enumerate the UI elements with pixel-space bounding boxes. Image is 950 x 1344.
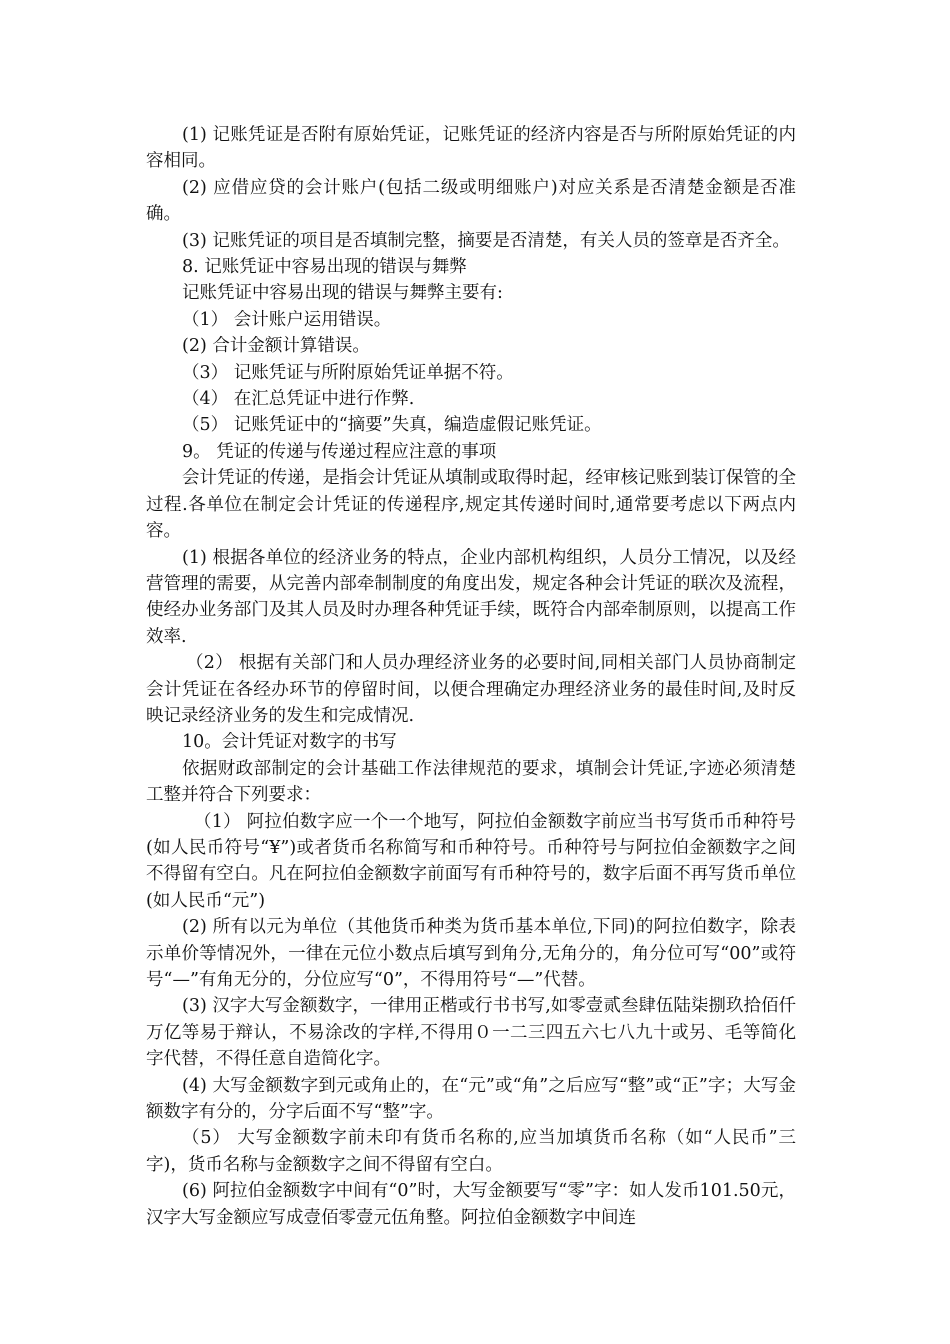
paragraph-writing-intro: 依据财政部制定的会计基础工作法律规范的要求，填制会计凭证,字迹必须清楚工整并符合下列要求： — [146, 758, 796, 806]
paragraph-check-item-3: (3) 记账凭证的项目是否填制完整，摘要是否清楚，有关人员的签章是否齐全。 — [182, 230, 790, 251]
section-heading-9: 9。 凭证的传递与传递过程应注意的事项 — [182, 441, 497, 462]
list-item-error-4: （4） 在汇总凭证中进行作弊. — [182, 389, 415, 410]
section-heading-10: 10。会计凭证对数字的书写 — [182, 732, 397, 753]
paragraph-errors-intro: 记账凭证中容易出现的错误与舞弊主要有: — [182, 283, 503, 304]
paragraph-writing-item-4: (4) 大写金额数字到元或角止的，在“元”或“角”之后应写“整”或“正”字；大写金额数字有分的，分字后面不写“整”字。 — [146, 1075, 796, 1123]
paragraph-check-item-1: (1) 记账凭证是否附有原始凭证，记账凭证的经济内容是否与所附原始凭证的内容相同。 — [146, 125, 796, 172]
list-item-error-5: （5） 记账凭证中的“摘要”失真，编造虚假记账凭证。 — [182, 415, 602, 436]
paragraph-transfer-item-2: （2） 根据有关部门和人员办理经济业务的必要时间,同相关部门人员协商制定会计凭证在各经办环节的停留时间，以便合理确定办理经济业务的最佳时间,及时反映记录经济业务的发生和完成情况. — [146, 653, 796, 726]
paragraph-writing-item-2: (2) 所有以元为单位（其他货币种类为货币基本单位,下同)的阿拉伯数字，除表示单价等情况外，一律在元位小数点后填写到角分,无角分的，角分位可写“00”或符号“—”有角无分的，分位应写“0”，不得用符号“—”代替。 — [146, 917, 796, 990]
paragraph-writing-item-3: (3) 汉字大写金额数字，一律用正楷或行书书写,如零壹贰叁肆伍陆柒捌玖拾佰仟万亿等易于辩认，不易涂改的字样,不得用０一二三四五六七八九十或另、毛等简化字代替，不得任意自造简化字。 — [146, 996, 796, 1070]
document-body — [146, 122, 796, 1231]
paragraph-writing-item-1: （1） 阿拉伯数字应一个一个地写，阿拉伯金额数字前应当书写货币币种符号(如人民币符号“¥”)或者货币名称简写和币种符号。币种符号与阿拉伯金额数字之间不得留有空白。凡在阿拉伯金额数字前面写有币种符号的，数字后面不再写货币单位(如人民币“元”) — [146, 811, 796, 911]
paragraph-writing-item-5: （5） 大写金额数字前未印有货币名称的,应当加填货币名称（如“人民币”三字)，货币名称与金额数字之间不得留有空白。 — [146, 1128, 796, 1175]
paragraph-transfer-intro: 会计凭证的传递，是指会计凭证从填制或取得时起，经审核记账到装订保管的全过程.各单位在制定会计凭证的传递程序,规定其传递时间时,通常要考虑以下两点内容。 — [146, 468, 796, 542]
list-item-error-2: (2) 合计金额计算错误。 — [182, 336, 370, 357]
section-heading-8: 8. 记账凭证中容易出现的错误与舞弊 — [182, 257, 467, 278]
paragraph-check-item-2: (2) 应借应贷的会计账户(包括二级或明细账户)对应关系是否清楚金额是否准确。 — [146, 177, 796, 225]
list-item-error-3: （3） 记账凭证与所附原始凭证单据不符。 — [182, 362, 514, 383]
paragraph-writing-item-6: (6) 阿拉伯金额数字中间有“0”时，大写金额要写“零”字：如人发币101.50元，汉字大写金额应写成壹佰零壹元伍角整。阿拉伯金额数字中间连 — [146, 1181, 796, 1228]
list-item-error-1: （1） 会计账户运用错误。 — [182, 309, 392, 330]
paragraph-transfer-item-1: (1) 根据各单位的经济业务的特点，企业内部机构组织，人员分工情况，以及经营管理的需要，从完善内部牵制制度的角度出发，规定各种会计凭证的联次及流程，使经办业务部门及其人员及时办理各种凭证手续，既符合内部牵制原则，以提高工作效率. — [146, 547, 796, 647]
